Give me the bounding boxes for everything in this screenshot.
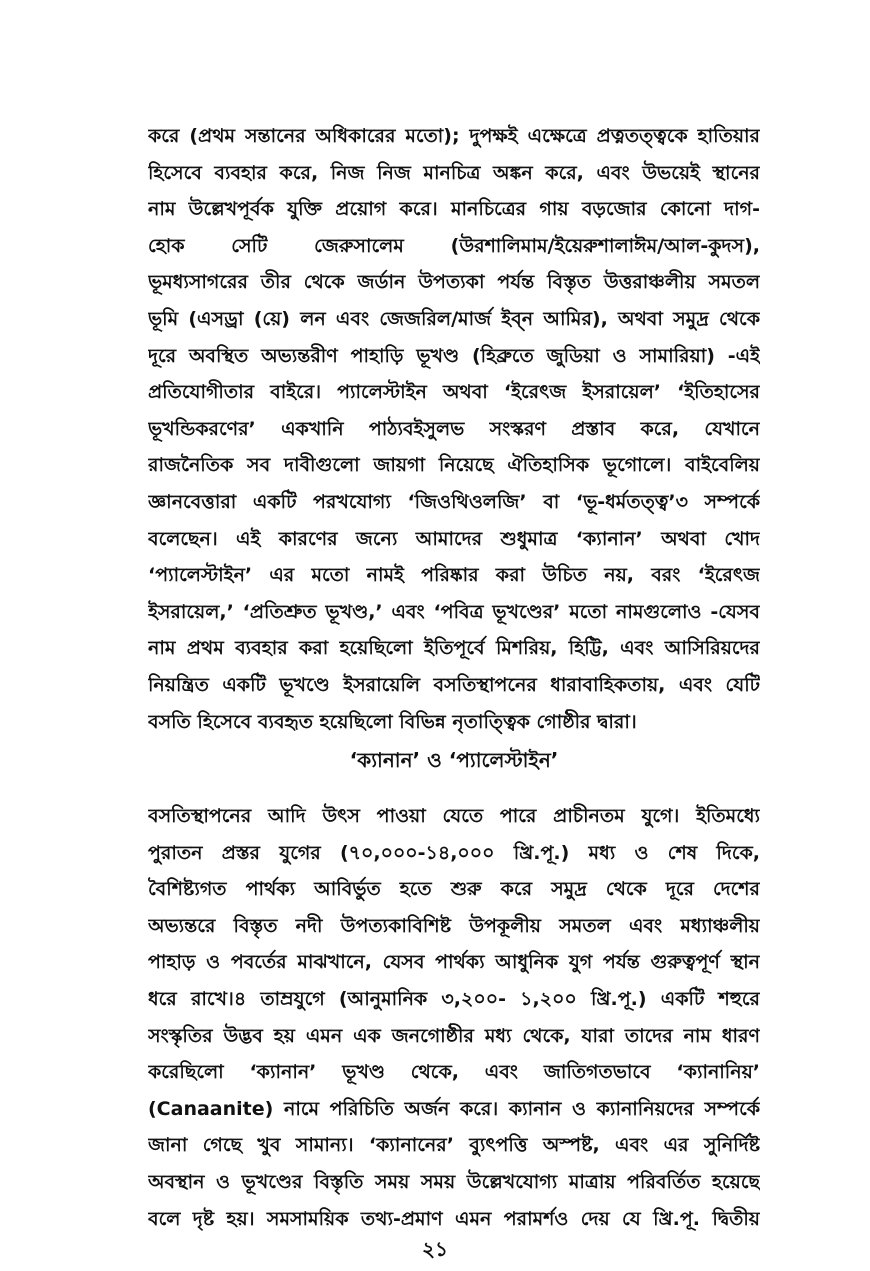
text-line: অভ্যন্তরে বিস্তৃত নদী উপত্যকাবিশিষ্ট উপকূলীয় সমতল এবং মধ্যাঞ্চলীয় [148, 914, 760, 937]
text-line: প্রতিযোগীতার বাইরে। প্যালেস্টাইন অথবা ‘ইরেৎজ ইসরায়েল’ ‘ইতিহাসের [148, 381, 760, 404]
text-line: ভূখন্ডিকরণের’ একখানি পাঠ্যবইসুলভ সংস্করণ প্রস্তাব করে, যেখানে [148, 417, 760, 440]
text-line: নাম প্রথম ব্যবহার করা হয়েছিলো ইতিপূর্বে মিশরিয়, হিট্টি, এবং আসিরিয়দের [148, 637, 760, 660]
text-line: জানা গেছে খুব সামান্য। ‘ক্যানানের’ ব্যুৎপত্তি অস্পষ্ট, এবং এর সুনির্দিষ্ট [148, 1134, 760, 1157]
text-line: ভূমি (এসড্রা (য়ে) লন এবং জেজরিল/মার্জ ইব্‌ন আমির), অথবা সমুদ্র থেকে [148, 307, 760, 330]
text-line: রাজনৈতিক সব দাবীগুলো জায়গা নিয়েছে ঐতিহাসিক ভূগোলে। বাইবেলিয় [148, 454, 760, 477]
text-line: সংস্কৃতির উদ্ভব হয় এমন এক জনগোষ্ঠীর মধ্য থেকে, যারা তাদের নাম ধারণ [148, 1024, 760, 1047]
text-line: বসতি হিসেবে ব্যবহৃত হয়েছিলো বিভিন্ন নৃতাত্ত্বিক গোষ্ঠীর দ্বারা। [148, 710, 637, 733]
paragraph-2 [148, 798, 760, 1237]
text-line: বলে দৃষ্ট হয়। সমসাময়িক তথ্য-প্রমাণ এমন পরামর্শও দেয় যে খ্রি.পূ. দ্বিতীয় [148, 1207, 760, 1230]
text-line: বসতিস্থাপনের আদি উৎস পাওয়া যেতে পারে প্রাচীনতম যুগে। ইতিমধ্যে [148, 805, 760, 827]
text-line: ‘প্যালেস্টাইন’ এর মতো নামই পরিষ্কার করা উচিত নয়, বরং ‘ইরেৎজ [148, 564, 760, 587]
text-line: করেছিলো ‘ক্যানান’ ভূখণ্ড থেকে, এবং জাতিগতভাবে ‘ক্যানানিয়’ [148, 1061, 760, 1084]
text-line: বৈশিষ্ট্যগত পার্থক্য আবির্ভুত হতে শুরু করে সমুদ্র থেকে দূরে দেশের [148, 878, 760, 901]
text-line: নিয়ন্ত্রিত একটি ভূখণ্ডে ইসরায়েলি বসতিস্থাপনের ধারাবাহিকতায়, এবং যেটি [148, 673, 760, 696]
text-line: দূরে অবস্থিত অভ্যন্তরীণ পাহাড়ি ভূখণ্ড (হিব্রুতে জুডিয়া ও সামারিয়া) -এই [148, 344, 760, 367]
page-number: ২১ [422, 1237, 448, 1261]
text-line: ভূমধ্যসাগরের তীর থেকে জর্ডান উপত্যকা পর্যন্ত বিস্তৃত উত্তরাঞ্চলীয় সমতল [148, 271, 760, 294]
text-line: পাহাড় ও পবর্তের মাঝখানে, যেসব পার্থক্য আধুনিক যুগ পর্যন্ত গুরুত্বপূর্ণ স্থান [148, 951, 760, 974]
text-line: ইসরায়েল,’ ‘প্রতিশ্রুত ভূখণ্ড,’ এবং ‘পবিত্র ভূখণ্ডের’ মতো নামগুলোও -যেসব [148, 600, 760, 623]
text-line: নাম উল্লেখপূর্বক যুক্তি প্রয়োগ করে। মানচিত্রের গায় বড়জোর কোনো দাগ- [148, 198, 760, 221]
text-line: জ্ঞানবেত্তারা একটি পরখযোগ্য ‘জিওথিওলজি’ বা ‘ভূ-ধর্মতত্ত্ব’৩ সম্পর্কে [148, 490, 760, 513]
text-line: হিসেবে ব্যবহার করে, নিজ নিজ মানচিত্র অঙ্কন করে, এবং উভয়েই স্থানের [148, 161, 760, 184]
text-line: করে (প্রথম সন্তানের অধিকারের মতো); দুপক্ষই এক্ষেত্রে প্রত্নতত্ত্বকে হাতিয়ার [148, 125, 760, 147]
paragraph-1 [148, 118, 760, 740]
text-line: ধরে রাখে।৪ তাম্রযুগে (আনুমানিক ৩,২০০- ১,২০০ খ্রি.পূ.) একটি শহুরে [148, 987, 760, 1010]
section-heading: ‘ক্যানান’ ও ‘প্যালেস্টাইন’ [349, 748, 559, 772]
text-line: পুরাতন প্রস্তর যুগের (৭০,০০০-১৪,০০০ খ্রি.পূ.) মধ্য ও শেষ দিকে, [148, 841, 760, 864]
text-line: বলেছেন। এই কারণের জন্যে আমাদের শুধুমাত্র ‘ক্যানান’ অথবা খোদ [148, 527, 760, 550]
text-line: অবস্থান ও ভূখণ্ডের বিস্তৃতি সময় সময় উল্লেখযোগ্য মাত্রায় পরিবর্তিত হয়েছে [148, 1170, 760, 1193]
text-line: হোক সেটি জেরুসালেম (উরশালিমাম/ইয়েরুশালাঈম/আল-কুদস), [148, 234, 760, 257]
text-line: (Canaanite) নামে পরিচিতি অর্জন করে। ক্যানান ও ক্যানানিয়দের সম্পর্কে [148, 1097, 760, 1120]
